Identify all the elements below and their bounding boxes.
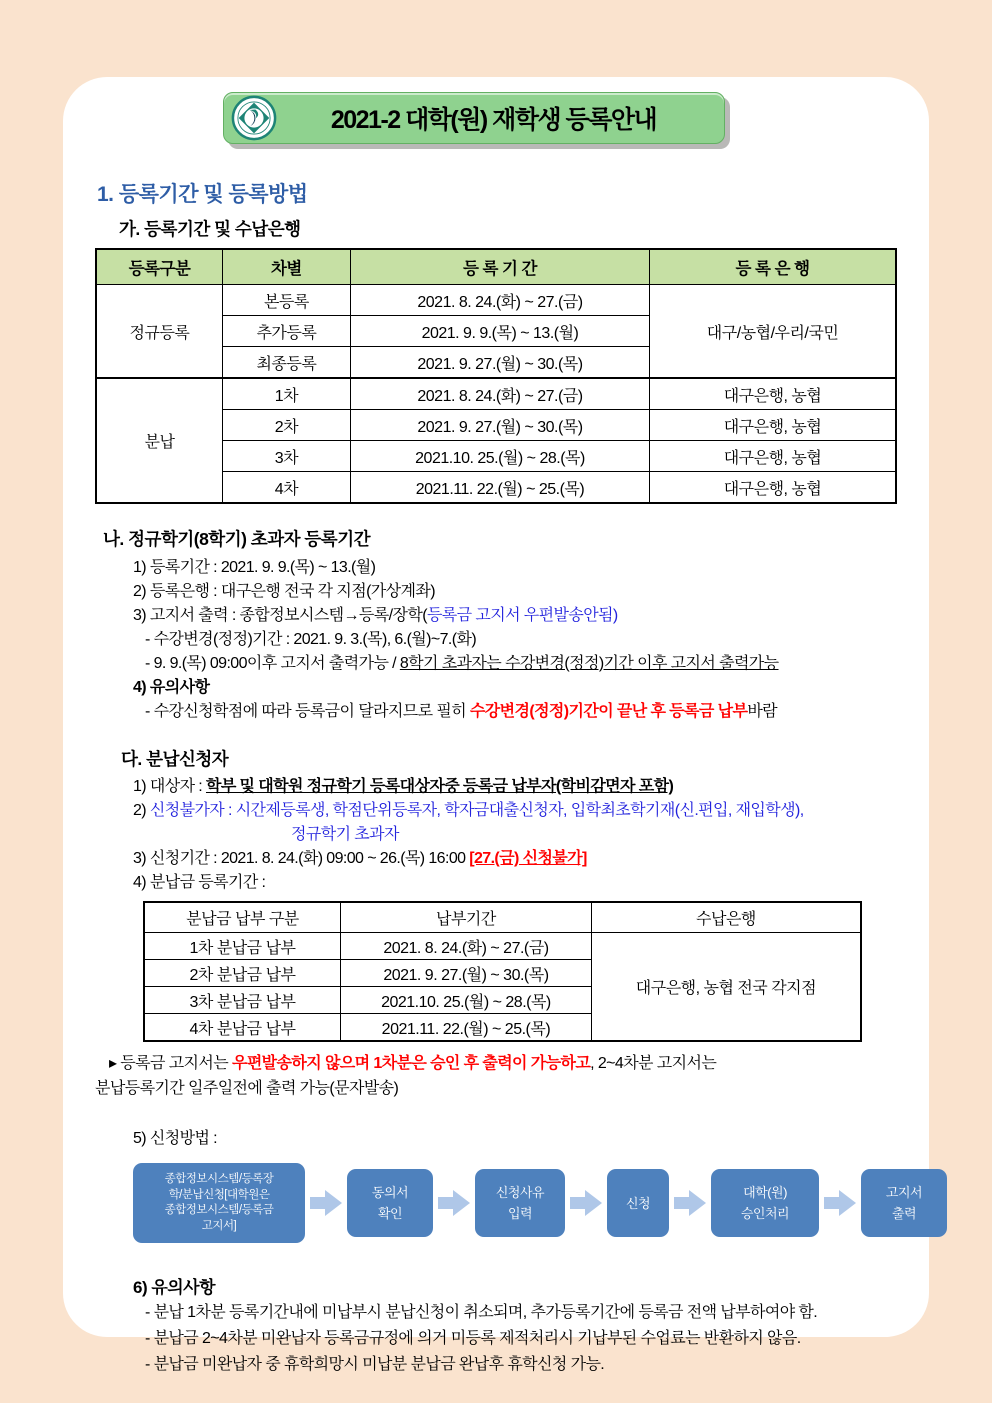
flow-step-label: 대학(원) [743, 1185, 787, 1200]
document-content [63, 92, 929, 1378]
notice-6-text-block [95, 1300, 901, 1378]
text-line [133, 604, 901, 628]
flow-arrow-icon [438, 1190, 470, 1216]
text-segment: - 수강신청학점에 따라 등록금이 달라지므로 필히 [145, 703, 470, 720]
page-title: 2021-2 대학(원) 재학생 등록안내 [330, 106, 657, 134]
flow-step-3 [475, 1169, 565, 1237]
flow-step-label: 종합정보시스템/등록장 [164, 1173, 274, 1185]
text-segment: 3) 신청기간 : 2021. 8. 24.(화) 09:00 ~ 26.(목) 16:00 [133, 850, 470, 867]
table-cell: 2021. 8. 24.(화) ~ 27.(금) [340, 933, 591, 960]
note-text-block [95, 1051, 901, 1101]
text-segment: - 9. 9.(목) 09:00이후 고지서 출력가능 / [145, 655, 400, 672]
text-line [145, 628, 901, 652]
university-logo-icon [231, 95, 277, 141]
table-cell: 2021. 9. 27.(월) ~ 30.(목) [340, 960, 591, 987]
text-line [145, 1300, 901, 1326]
registration-period-table [95, 248, 897, 504]
text-segment-red-bold: 수강변경(정정)기간이 끝난 후 등록금 납부 [469, 703, 748, 720]
table-cell: 2021. 9. 27.(월) ~ 30.(목) [350, 410, 649, 441]
text-segment: 바람 [747, 703, 778, 720]
table-cell: 대구은행, 농협 [650, 378, 896, 410]
table-header-cell: 등 록 은 행 [650, 249, 896, 285]
table-cell: 2021. 9. 9.(목) ~ 13.(월) [350, 316, 649, 347]
text-line [133, 556, 901, 580]
table-cell: 2021. 8. 24.(화) ~ 27.(금) [350, 285, 649, 316]
table-cell: 4차 [222, 472, 350, 504]
table-cell: 분납 [96, 378, 222, 503]
text-segment: - 수강변경(정정)기간 : 2021. 9. 3.(목), 6.(월)~7.(화) [145, 631, 477, 648]
flow-step-label: 고지서 [885, 1185, 923, 1200]
flow-step-1 [133, 1163, 305, 1243]
text-segment: - 분납금 미완납자 중 휴학희망시 미납분 분납금 완납후 휴학신청 가능. [145, 1356, 605, 1373]
table-header-row [96, 249, 896, 285]
text-segment-underline: 8학기 초과자는 수강변경(정정)기간 이후 고지서 출력가능 [399, 655, 779, 672]
table-cell: 최종등록 [222, 347, 350, 379]
flow-step-label: 확인 [377, 1206, 403, 1221]
table-header-cell: 수납은행 [591, 902, 861, 933]
table-cell: 대구/농협/우리/국민 [650, 285, 896, 379]
text-line [145, 652, 901, 676]
flow-arrow-icon [570, 1190, 602, 1216]
table-cell: 1차 분납금 납부 [144, 933, 340, 960]
table-cell: 1차 [222, 378, 350, 410]
table-header-cell: 차별 [222, 249, 350, 285]
table-cell: 2021.10. 25.(월) ~ 28.(목) [340, 987, 591, 1014]
text-segment: 5) 신청방법 : [133, 1130, 217, 1147]
text-line [145, 1352, 901, 1378]
table-cell: 대구은행, 농협 [650, 410, 896, 441]
method-label-block [95, 1127, 901, 1151]
table-cell: 2021.11. 22.(월) ~ 25.(목) [340, 1014, 591, 1042]
flow-step-label: 입력 [507, 1206, 533, 1221]
subsection-ga-heading: 가. 등록기간 및 수납은행 [119, 219, 301, 239]
text-segment: 3) 고지서 출력 : 종합정보시스템→등록/장학( [133, 607, 427, 624]
flow-step-label: 학/분납신청[대학원은 [168, 1188, 270, 1201]
flow-arrow-icon [824, 1190, 856, 1216]
table-cell: 2021. 8. 24.(화) ~ 27.(금) [350, 378, 649, 410]
text-line [133, 799, 901, 823]
table-cell: 추가등록 [222, 316, 350, 347]
text-line [133, 847, 901, 871]
table-cell: 3차 분납금 납부 [144, 987, 340, 1014]
table-row [144, 933, 861, 960]
table-cell: 2021.11. 22.(월) ~ 25.(목) [350, 472, 649, 504]
table-row [96, 378, 896, 410]
text-segment-bold: 4) 유의사항 [133, 679, 210, 696]
flow-arrow-icon [674, 1190, 706, 1216]
table-cell: 대구은행, 농협 [650, 472, 896, 504]
text-segment: 1) 대상자 : [133, 778, 206, 795]
text-line [133, 580, 901, 604]
table-cell: 본등록 [222, 285, 350, 316]
table-row [96, 285, 896, 316]
flow-step-label: 동의서 [371, 1185, 409, 1200]
text-segment: 2) [133, 802, 150, 819]
text-segment: 4) 분납금 등록기간 : [133, 874, 266, 891]
document-sheet [63, 77, 929, 1373]
text-segment-bold-underline: 학부 및 대학원 정규학기 등록대상자중 등록금 납부자(학비감면자 포함) [205, 778, 674, 795]
flow-step-5 [711, 1169, 819, 1237]
table-cell: 2차 분납금 납부 [144, 960, 340, 987]
text-segment: 1) 등록기간 : 2021. 9. 9.(목) ~ 13.(월) [133, 559, 376, 576]
text-line [145, 1326, 901, 1352]
flow-step-4 [607, 1169, 669, 1237]
table-cell: 2021. 9. 27.(월) ~ 30.(목) [350, 347, 649, 379]
table-header-cell: 등록구분 [96, 249, 222, 285]
table-header-cell: 납부기간 [340, 902, 591, 933]
flow-step-label: 출력 [891, 1206, 917, 1221]
text-segment: , 2~4차분 고지서는 [590, 1055, 717, 1072]
flow-step-label: 신청사유 [495, 1185, 545, 1200]
table-cell: 4차 분납금 납부 [144, 1014, 340, 1042]
title-banner [223, 92, 725, 144]
text-segment-blue: 정규학기 초과자 [291, 826, 399, 843]
flow-step-label: 종합정보시스템/등록금 [164, 1204, 274, 1216]
table-cell: 2차 [222, 410, 350, 441]
table-cell: 대구은행, 농협 전국 각지점 [591, 933, 861, 1042]
text-line [133, 676, 901, 700]
text-segment-blue: 등록금 고지서 우편발송안됨) [426, 607, 618, 624]
text-segment: 2) 등록은행 : 대구은행 전국 각 지점(가상계좌) [133, 583, 435, 600]
table-cell: 2021.10. 25.(월) ~ 28.(목) [350, 441, 649, 472]
flow-step-label: 승인처리 [740, 1206, 790, 1221]
flow-step-label: 신청 [625, 1195, 651, 1211]
text-segment-blue: 신청불가자 : 시간제등록생, 학점단위등록자, 학자금대출신청자, 입학최초학기재(신.편입, 재입학생), [149, 802, 804, 819]
text-line [133, 1127, 901, 1151]
application-flowchart [133, 1163, 923, 1243]
flow-arrow-icon [310, 1190, 342, 1216]
installment-payment-table [143, 901, 862, 1042]
table-cell: 3차 [222, 441, 350, 472]
text-segment: - 분납금 2~4차분 미완납자 등록금규정에 의거 미등록 제적처리시 기납부된 수업료는 반환하지 않음. [145, 1330, 801, 1347]
text-line [133, 775, 901, 799]
flow-step-2 [347, 1169, 433, 1237]
table-header-row [144, 902, 861, 933]
table-header-cell: 분납금 납부 구분 [144, 902, 340, 933]
text-segment: ▸ 등록금 고지서는 [109, 1055, 232, 1072]
text-line [145, 700, 901, 724]
table-cell: 정규등록 [96, 285, 222, 379]
text-line [291, 823, 901, 847]
text-segment: 분납등록기간 일주일전에 출력 가능(문자발송) [95, 1080, 399, 1097]
text-segment-red-bold: 우편발송하지 않으며 1차분은 승인 후 출력이 가능하고 [231, 1055, 591, 1072]
da-text-block [95, 775, 901, 895]
text-line [133, 871, 901, 895]
section-1-heading: 1. 등록기간 및 등록방법 [97, 183, 308, 206]
flow-step-label: 고지서] [201, 1219, 237, 1232]
table-header-cell: 등 록 기 간 [350, 249, 649, 285]
subsection-da-heading: 다. 분납신청자 [121, 749, 229, 769]
flow-step-6 [861, 1169, 947, 1237]
text-line [109, 1051, 901, 1076]
notice-6-heading: 6) 유의사항 [133, 1278, 216, 1297]
subsection-na-heading: 나. 정규학기(8학기) 초과자 등록기간 [103, 529, 371, 549]
table-cell: 대구은행, 농협 [650, 441, 896, 472]
text-segment: - 분납 1차분 등록기간내에 미납부시 분납신청이 취소되며, 추가등록기간에 등록금 전액 납부하여야 함. [145, 1304, 818, 1321]
na-text-block [95, 556, 901, 724]
text-line [95, 1076, 901, 1101]
text-segment-red-bold-underline: [27.(금) 신청불가] [469, 850, 587, 867]
